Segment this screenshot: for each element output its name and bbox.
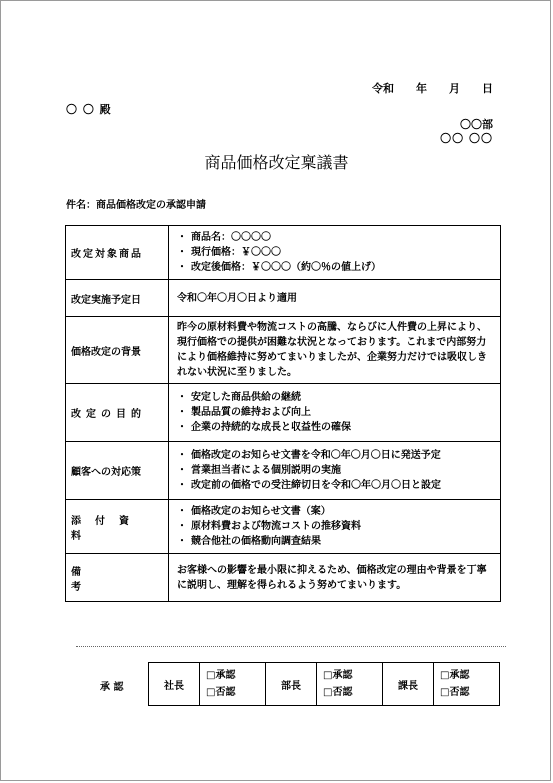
approve-checkbox[interactable]: □承認 [323,670,353,681]
table-row [66,226,501,280]
approval-options [200,663,266,706]
reject-checkbox[interactable]: □否認 [206,687,236,698]
list-item: ・ 競合他社の価格動向調査結果 [177,534,492,549]
list-item: ・ 改定前の価格での受注締切日を令和〇年〇月〇日と設定 [177,478,492,493]
row-label: 改定実施予定日 [66,280,169,317]
row-value [169,384,501,442]
row-value: お客様への影響を最小限に抑えるため、価格改定の理由や背景を丁寧に説明し、理解を得られるよう努めてまいります。 [169,554,501,602]
sender-name: 〇〇 〇〇 [440,132,493,145]
row-value [169,226,501,280]
table-row [66,317,501,384]
row-value [169,500,501,554]
role-director: 部長 [266,663,317,706]
list-item: ・ 商品名：〇〇〇〇 [177,230,492,245]
table-row [66,554,501,602]
role-manager: 課長 [383,663,434,706]
table-row [66,280,501,317]
reject-checkbox[interactable]: □否認 [440,687,470,698]
row-label: 改定の目的 [66,384,169,442]
approval-options [317,663,383,706]
list-item: ・ 改定後価格：￥〇〇〇（約〇％の値上げ） [177,260,492,275]
row-value: 令和〇年〇月〇日より適用 [169,280,501,317]
approval-options [434,663,500,706]
row-label: 備考 [66,554,169,602]
addressee: 〇 〇 殿 [66,103,112,116]
approve-checkbox[interactable]: □承認 [440,670,470,681]
proposal-table [65,225,501,602]
row-value [169,442,501,500]
subject-line: 件名：商品価格改定の承認申請 [66,200,206,211]
reject-checkbox[interactable]: □否認 [323,687,353,698]
list-item: ・ 原材料費および物流コストの推移資料 [177,519,492,534]
sender-department: 〇〇部 [460,118,493,131]
date-line: 令和 年 月 日 [372,82,493,95]
table-row [66,384,501,442]
approval-label: 承 認 [100,682,124,693]
document-title: 商品価格改定稟議書 [204,153,349,172]
approval-table [148,662,500,706]
role-president: 社長 [149,663,200,706]
row-label: 価格改定の背景 [66,317,169,384]
list-item: ・ 安定した商品供給の継続 [177,390,492,405]
divider [76,646,506,647]
list-item: ・ 価格改定のお知らせ文書（案） [177,504,492,519]
list-item: ・ 企業の持続的な成長と収益性の確保 [177,420,492,435]
approve-checkbox[interactable]: □承認 [206,670,236,681]
list-item: ・ 営業担当者による個別説明の実施 [177,463,492,478]
row-value: 昨今の原材料費や物流コストの高騰、ならびに人件費の上昇により、現行価格での提供が困難な状況となっております。これまで内部努力により価格維持に努めてまいりましたが、企業努力だけでは吸収しきれない状況に至りました。 [169,317,501,384]
approval-row [149,663,500,706]
row-label: 添付資料 [66,500,169,554]
row-label: 改定対象商品 [66,226,169,280]
list-item: ・ 現行価格：￥〇〇〇 [177,245,492,260]
list-item: ・ 製品品質の維持および向上 [177,405,492,420]
list-item: ・ 価格改定のお知らせ文書を令和〇年〇月〇日に発送予定 [177,448,492,463]
table-row [66,500,501,554]
table-row [66,442,501,500]
row-label: 顧客への対応策 [66,442,169,500]
